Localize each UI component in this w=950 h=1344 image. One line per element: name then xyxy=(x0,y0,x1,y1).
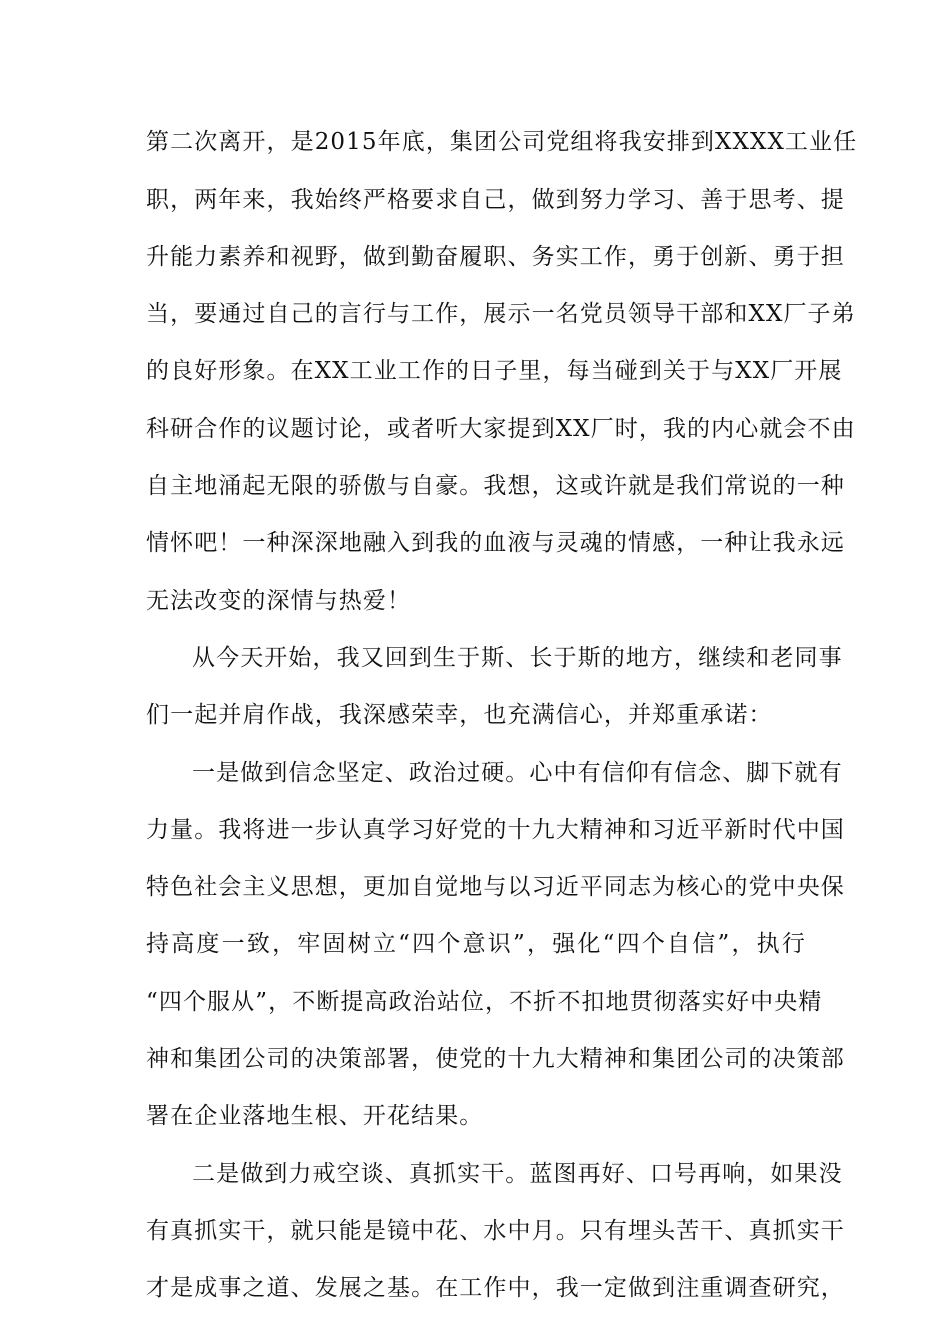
text-line: 有真抓实干，就只能是镜中花、水中月。只有埋头苦干、真抓实干 xyxy=(146,1218,845,1244)
text-line: 升能力素养和视野，做到勤奋履职、务实工作，勇于创新、勇于担 xyxy=(146,244,845,270)
text-line: 署在企业落地生根、开花结果。 xyxy=(146,1103,484,1129)
text-line: 才是成事之道、发展之基。在工作中，我一定做到注重调查研究， xyxy=(146,1275,845,1301)
paragraph-first-line: 二是做到力戒空谈、真抓实干。蓝图再好、口号再响，如果没 xyxy=(192,1161,843,1187)
text-line: 自主地涌起无限的骄傲与自豪。我想，这或许就是我们常说的一种 xyxy=(146,473,845,499)
text-line: 当，要通过自己的言行与工作，展示一名党员领导干部和XX厂子弟 xyxy=(146,301,856,327)
text-line: 神和集团公司的决策部署，使党的十九大精神和集团公司的决策部 xyxy=(146,1046,845,1072)
text-line: 的良好形象。在XX工业工作的日子里，每当碰到关于与XX厂开展 xyxy=(146,358,843,384)
text-line: “四个服从”，不断提高政治站位，不折不扣地贯彻落实好中央精 xyxy=(146,989,823,1015)
text-line: 力量。我将进一步认真学习好党的十九大精神和习近平新时代中国 xyxy=(146,817,845,843)
text-line: 持高度一致，牢固树立“四个意识”，强化“四个自信”，执行 xyxy=(146,931,806,957)
text-line: 第二次离开，是2015年底，集团公司党组将我安排到XXXX工业任 xyxy=(146,129,858,155)
text-line: 特色社会主义思想，更加自觉地与以习近平同志为核心的党中央保 xyxy=(146,874,845,900)
text-line: 情怀吧！一种深深地融入到我的血液与灵魂的情感，一种让我永远 xyxy=(146,530,845,556)
text-line: 无法改变的深情与热爱！ xyxy=(146,588,412,614)
text-line: 职，两年来，我始终严格要求自己，做到努力学习、善于思考、提 xyxy=(146,187,845,213)
text-line: 们一起并肩作战，我深感荣幸，也充满信心，并郑重承诺： xyxy=(146,702,773,728)
text-line: 科研合作的议题讨论，或者听大家提到XX厂时，我的内心就会不由 xyxy=(146,416,856,442)
paragraph-first-line: 一是做到信念坚定、政治过硬。心中有信仰有信念、脚下就有 xyxy=(192,760,843,786)
paragraph-first-line: 从今天开始，我又回到生于斯、长于斯的地方，继续和老同事 xyxy=(192,645,843,671)
